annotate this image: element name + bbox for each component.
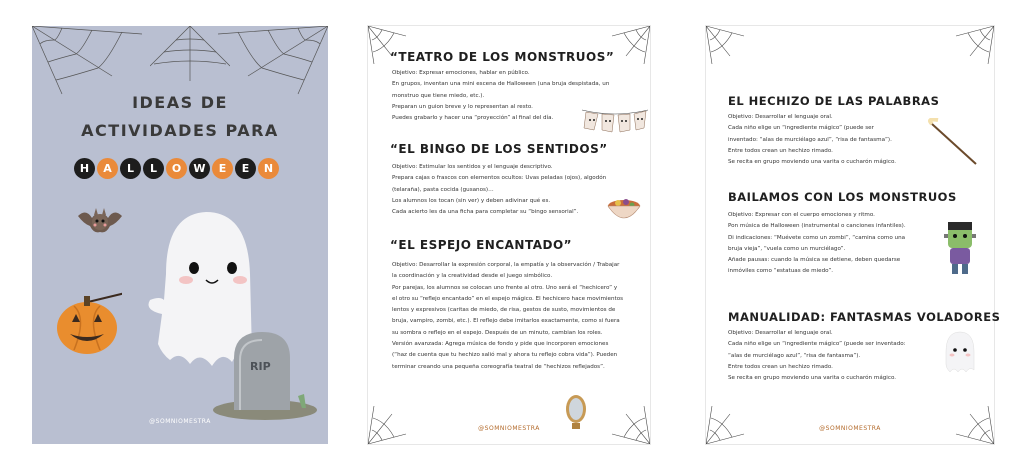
section-line: Di indicaciones: “Muévete como un zombi”, “camina como una <box>728 234 906 241</box>
cover-title-line1: IDEAS DE <box>132 93 228 112</box>
section-line: Preparan un guion breve y lo representan al resto. <box>392 103 533 110</box>
section-title: “EL BINGO DE LOS SENTIDOS” <box>390 142 608 156</box>
section-line: Añade pausas: cuando la música se detiene, deben quedarse <box>728 257 901 264</box>
section-line: la coordinación y la creatividad desde el juego simbólico. <box>392 273 553 280</box>
section-line: Cada niño elige un “ingrediente mágico” (puede ser <box>728 125 874 132</box>
section-line: “alas de murciélago azul”, “risa de fantasma”). <box>728 352 861 359</box>
cobweb-top-right-icon <box>610 26 650 66</box>
section-line: Puedes grabarlo y hacer una “proyección” al final del día. <box>392 115 554 122</box>
section-line: el otro su “reflejo encantado” en el espejo mágico. El hechicero hace movimientos <box>392 295 624 302</box>
section-line: Objetivo: Expresar con el cuerpo emociones y ritmo. <box>728 212 875 218</box>
section-line: bruja vieja”, “vuela como un murciélago”. <box>728 245 846 252</box>
cobweb-top-right-icon <box>208 26 328 96</box>
section-title: “EL ESPEJO ENCANTADO” <box>390 238 573 252</box>
cobweb-bottom-left-icon <box>368 404 408 444</box>
halloween-letter: A <box>97 158 118 179</box>
section-line: Pon música de Halloween (instrumental o canciones infantiles). <box>728 223 906 230</box>
section-title: EL HECHIZO DE LAS PALABRAS <box>728 94 940 108</box>
cobweb-bottom-right-icon <box>610 404 650 444</box>
cover-page <box>32 26 328 444</box>
cobweb-bottom-left-icon <box>706 404 746 444</box>
page2-handle: @SOMNIOMESTRA <box>478 425 540 432</box>
page3-handle: @SOMNIOMESTRA <box>819 425 881 432</box>
section-line: Los alumnos los tocan (sin ver) y deben adivinar qué es. <box>392 197 551 204</box>
section-line: Objetivo: Desarrollar la expresión corporal, la empatía y la observación / Trabajar <box>392 262 620 268</box>
section-title: BAILAMOS CON LOS MONSTRUOS <box>728 190 957 204</box>
section-title: MANUALIDAD: FANTASMAS VOLADORES <box>728 310 1001 324</box>
bat-icon <box>76 202 124 242</box>
page-3 <box>706 26 1001 444</box>
frankenstein-icon <box>942 220 978 276</box>
section-line: bruja, vampiro, zombi, etc.). El reflejo debe imitarlos exactamente, como si fuera <box>392 318 620 325</box>
halloween-letters <box>74 158 279 179</box>
section-line: Objetivo: Desarrollar el lenguaje oral. <box>728 114 833 120</box>
pumpkin-icon <box>52 288 122 358</box>
magic-wand-icon <box>926 118 986 168</box>
cover-title-line2: ACTIVIDADES PARA <box>81 121 279 140</box>
section-line: Versión avanzada: Agrega música de fondo y pide que incorporen emociones <box>392 341 609 348</box>
section-line: (“haz de cuenta que tu hechizo salió mal y ahora tu reflejo cobra vida”). Pueden <box>392 352 618 359</box>
section-body <box>728 210 958 278</box>
section-line: Cada acierto les da una ficha para completar su “bingo sensorial”. <box>392 209 579 216</box>
section-line: En grupos, inventan una mini escena de Halloween (una bruja despistada, un <box>392 81 610 88</box>
section-body <box>728 328 958 384</box>
ghost-bunting-icon <box>580 106 650 134</box>
section-line: Entre todos crean un hechizo rimado. <box>728 147 833 154</box>
section-line: (telaraña), pasta cocida (gusanos)… <box>392 186 494 193</box>
halloween-letter: L <box>143 158 164 179</box>
section-line: su sombra o reflejo en el espejo. Después de un minuto, cambian los roles. <box>392 329 603 336</box>
section-line: Por parejas, los alumnos se colocan uno frente al otro. Uno será el “hechicero” y <box>392 284 618 291</box>
halloween-letter: N <box>258 158 279 179</box>
cobweb-bottom-right-icon <box>954 404 994 444</box>
section-body <box>392 260 644 373</box>
halloween-letter: E <box>235 158 256 179</box>
section-body <box>728 112 958 168</box>
cobweb-top-left-icon <box>32 26 152 96</box>
section-title: “TEATRO DE LOS MONSTRUOS” <box>390 50 615 64</box>
halloween-letter: H <box>74 158 95 179</box>
section-line: Objetivo: Expresar emociones, hablar en público. <box>392 70 530 76</box>
tombstone-text: RIP <box>250 360 271 373</box>
section-line: Objetivo: Desarrollar el lenguaje oral. <box>728 330 833 336</box>
halloween-letter: L <box>120 158 141 179</box>
section-line: Se recita en grupo moviendo una varita o cucharón mágico. <box>728 375 897 382</box>
section-line: inmóviles como “estatuas de miedo”. <box>728 268 834 275</box>
page-2 <box>368 26 650 444</box>
ghost-icon <box>940 328 980 374</box>
halloween-letter: E <box>212 158 233 179</box>
section-line: inventado: “alas de murciélago azul”, “risa de fantasma”). <box>728 136 892 143</box>
cobweb-top-left-icon <box>706 26 746 66</box>
section-line: lentos y expresivos (caritas de miedo, de risa, gestos de susto, movimientos de <box>392 307 616 314</box>
section-line: Entre todos crean un hechizo rimado. <box>728 363 833 370</box>
section-line: monstruo que tiene miedo, etc.). <box>392 92 485 99</box>
cobweb-top-right-icon <box>954 26 994 66</box>
section-line: Se recita en grupo moviendo una varita o cucharón mágico. <box>728 159 897 166</box>
sensory-bowl-icon <box>604 194 644 226</box>
section-line: Prepara cajas o frascos con elementos ocultos: Uvas peladas (ojos), algodón <box>392 175 607 182</box>
halloween-letter: W <box>189 158 210 179</box>
section-line: Objetivo: Estimular los sentidos y el lenguaje descriptivo. <box>392 164 553 170</box>
cover-handle: @SOMNIOMESTRA <box>149 418 211 425</box>
section-line: Cada niño elige un “ingrediente mágico” (puede ser inventado: <box>728 341 906 348</box>
section-line: terminar creando una pequeña coreografía teatral de “hechizos reflejados”. <box>392 363 605 370</box>
halloween-letter: O <box>166 158 187 179</box>
